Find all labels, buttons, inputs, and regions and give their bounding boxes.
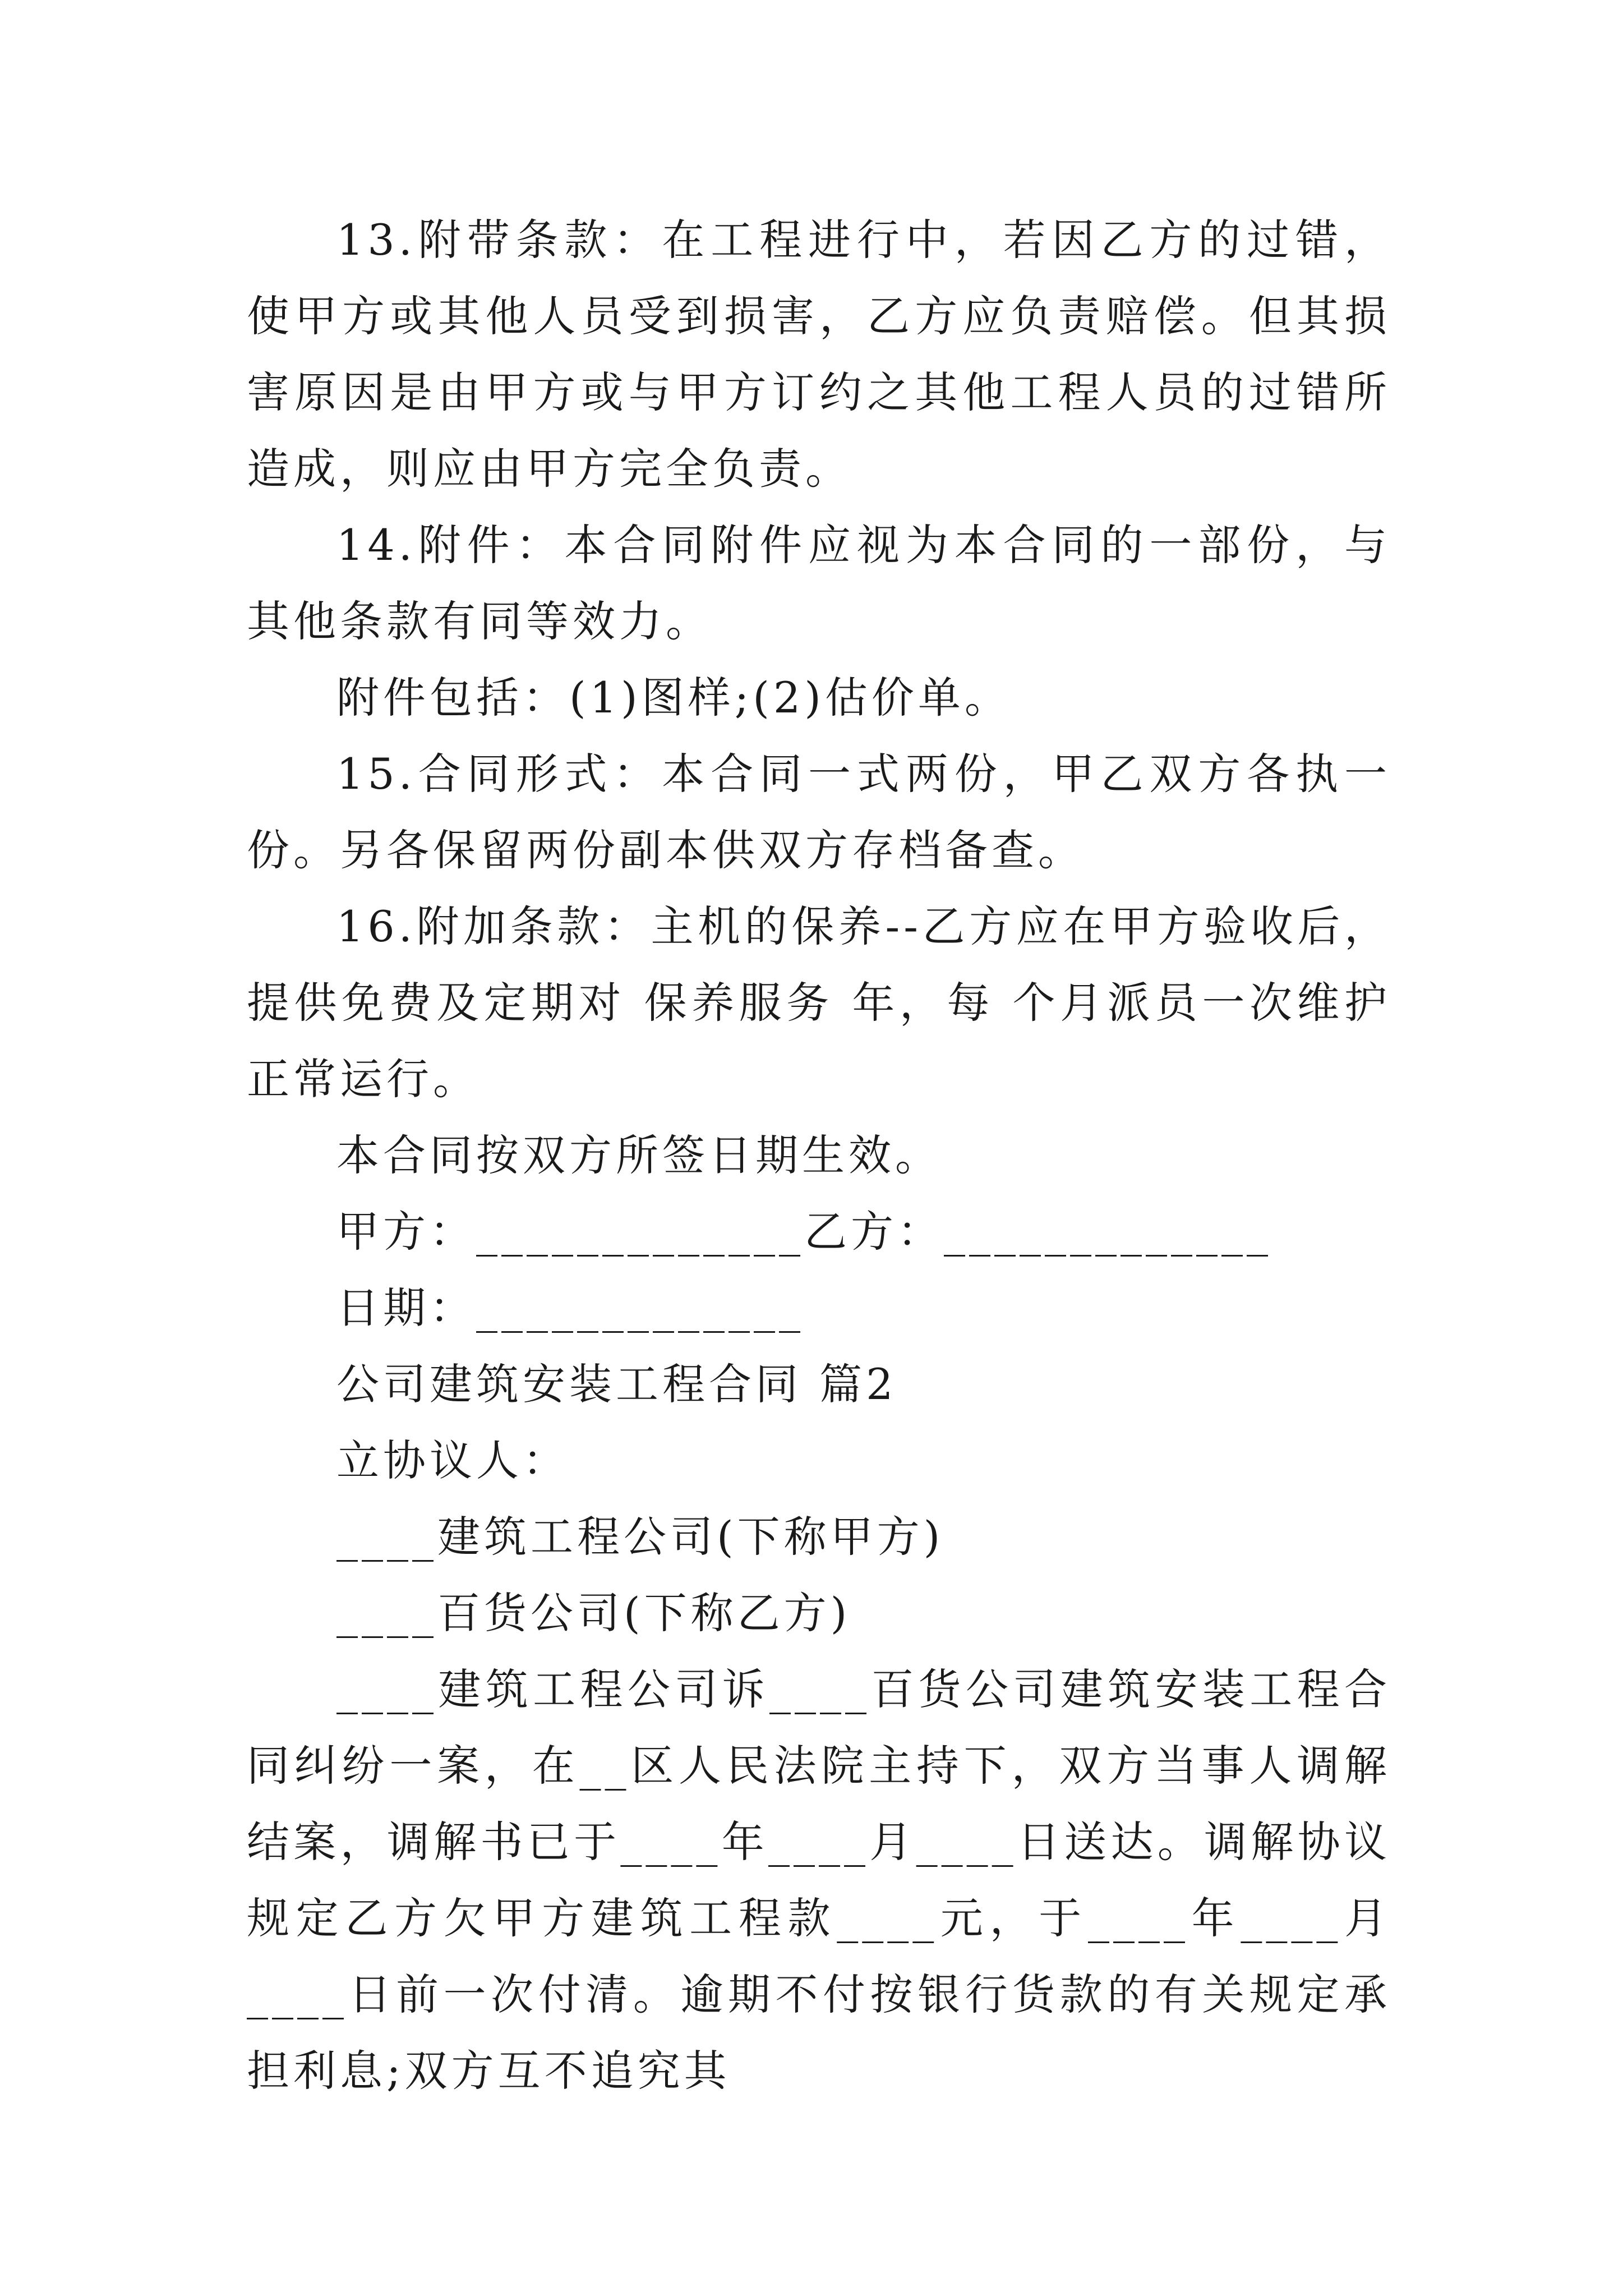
clause-15-paragraph: 15.合同形式：本合同一式两份，甲乙双方各执一份。另各保留两份副本供双方存档备查。	[247, 749, 1391, 875]
effective-date-paragraph: 本合同按双方所签日期生效。	[336, 1130, 942, 1180]
clause-13-paragraph: 13.附带条款：在工程进行中，若因乙方的过错，使甲方或其他人员受到损害，乙方应负责赔偿。但其损害原因是由甲方或与甲方订约之其他工程人员的过错所造成，则应由甲方完全负责。	[247, 215, 1391, 494]
clause-14-paragraph: 14.附件：本合同附件应视为本合同的一部份，与其他条款有同等效力。	[247, 520, 1391, 646]
parties-label: 立协议人：	[336, 1435, 569, 1485]
party-a-line: ____建筑工程公司(下称甲方)	[336, 1512, 944, 1562]
attachments-paragraph: 附件包括：(1)图样;(2)估价单。	[336, 673, 1011, 723]
case-paragraph: ____建筑工程公司诉____百货公司建筑安装工程合同纠纷一案，在__区人民法院主持下，双方当事人调解结案，调解书已于____年____月____日送达。调解协议规定乙方欠甲方建筑工程款____元，于____年____月____日前一次付清。逾期不付按银行货款的有关规定承担利息;双方互不追究其	[247, 1664, 1391, 2096]
section-heading: 公司建筑安装工程合同 篇2	[336, 1359, 897, 1409]
date-line: 日期：_____________	[336, 1283, 804, 1333]
party-b-line: ____百货公司(下称乙方)	[336, 1588, 851, 1638]
signature-line: 甲方：_____________乙方：_____________	[336, 1207, 1272, 1257]
clause-16-paragraph: 16.附加条款：主机的保养--乙方应在甲方验收后，提供免费及定期对 保养服务 年，每 个月派员一次维护正常运行。	[247, 901, 1391, 1104]
document-body	[247, 202, 1391, 2109]
